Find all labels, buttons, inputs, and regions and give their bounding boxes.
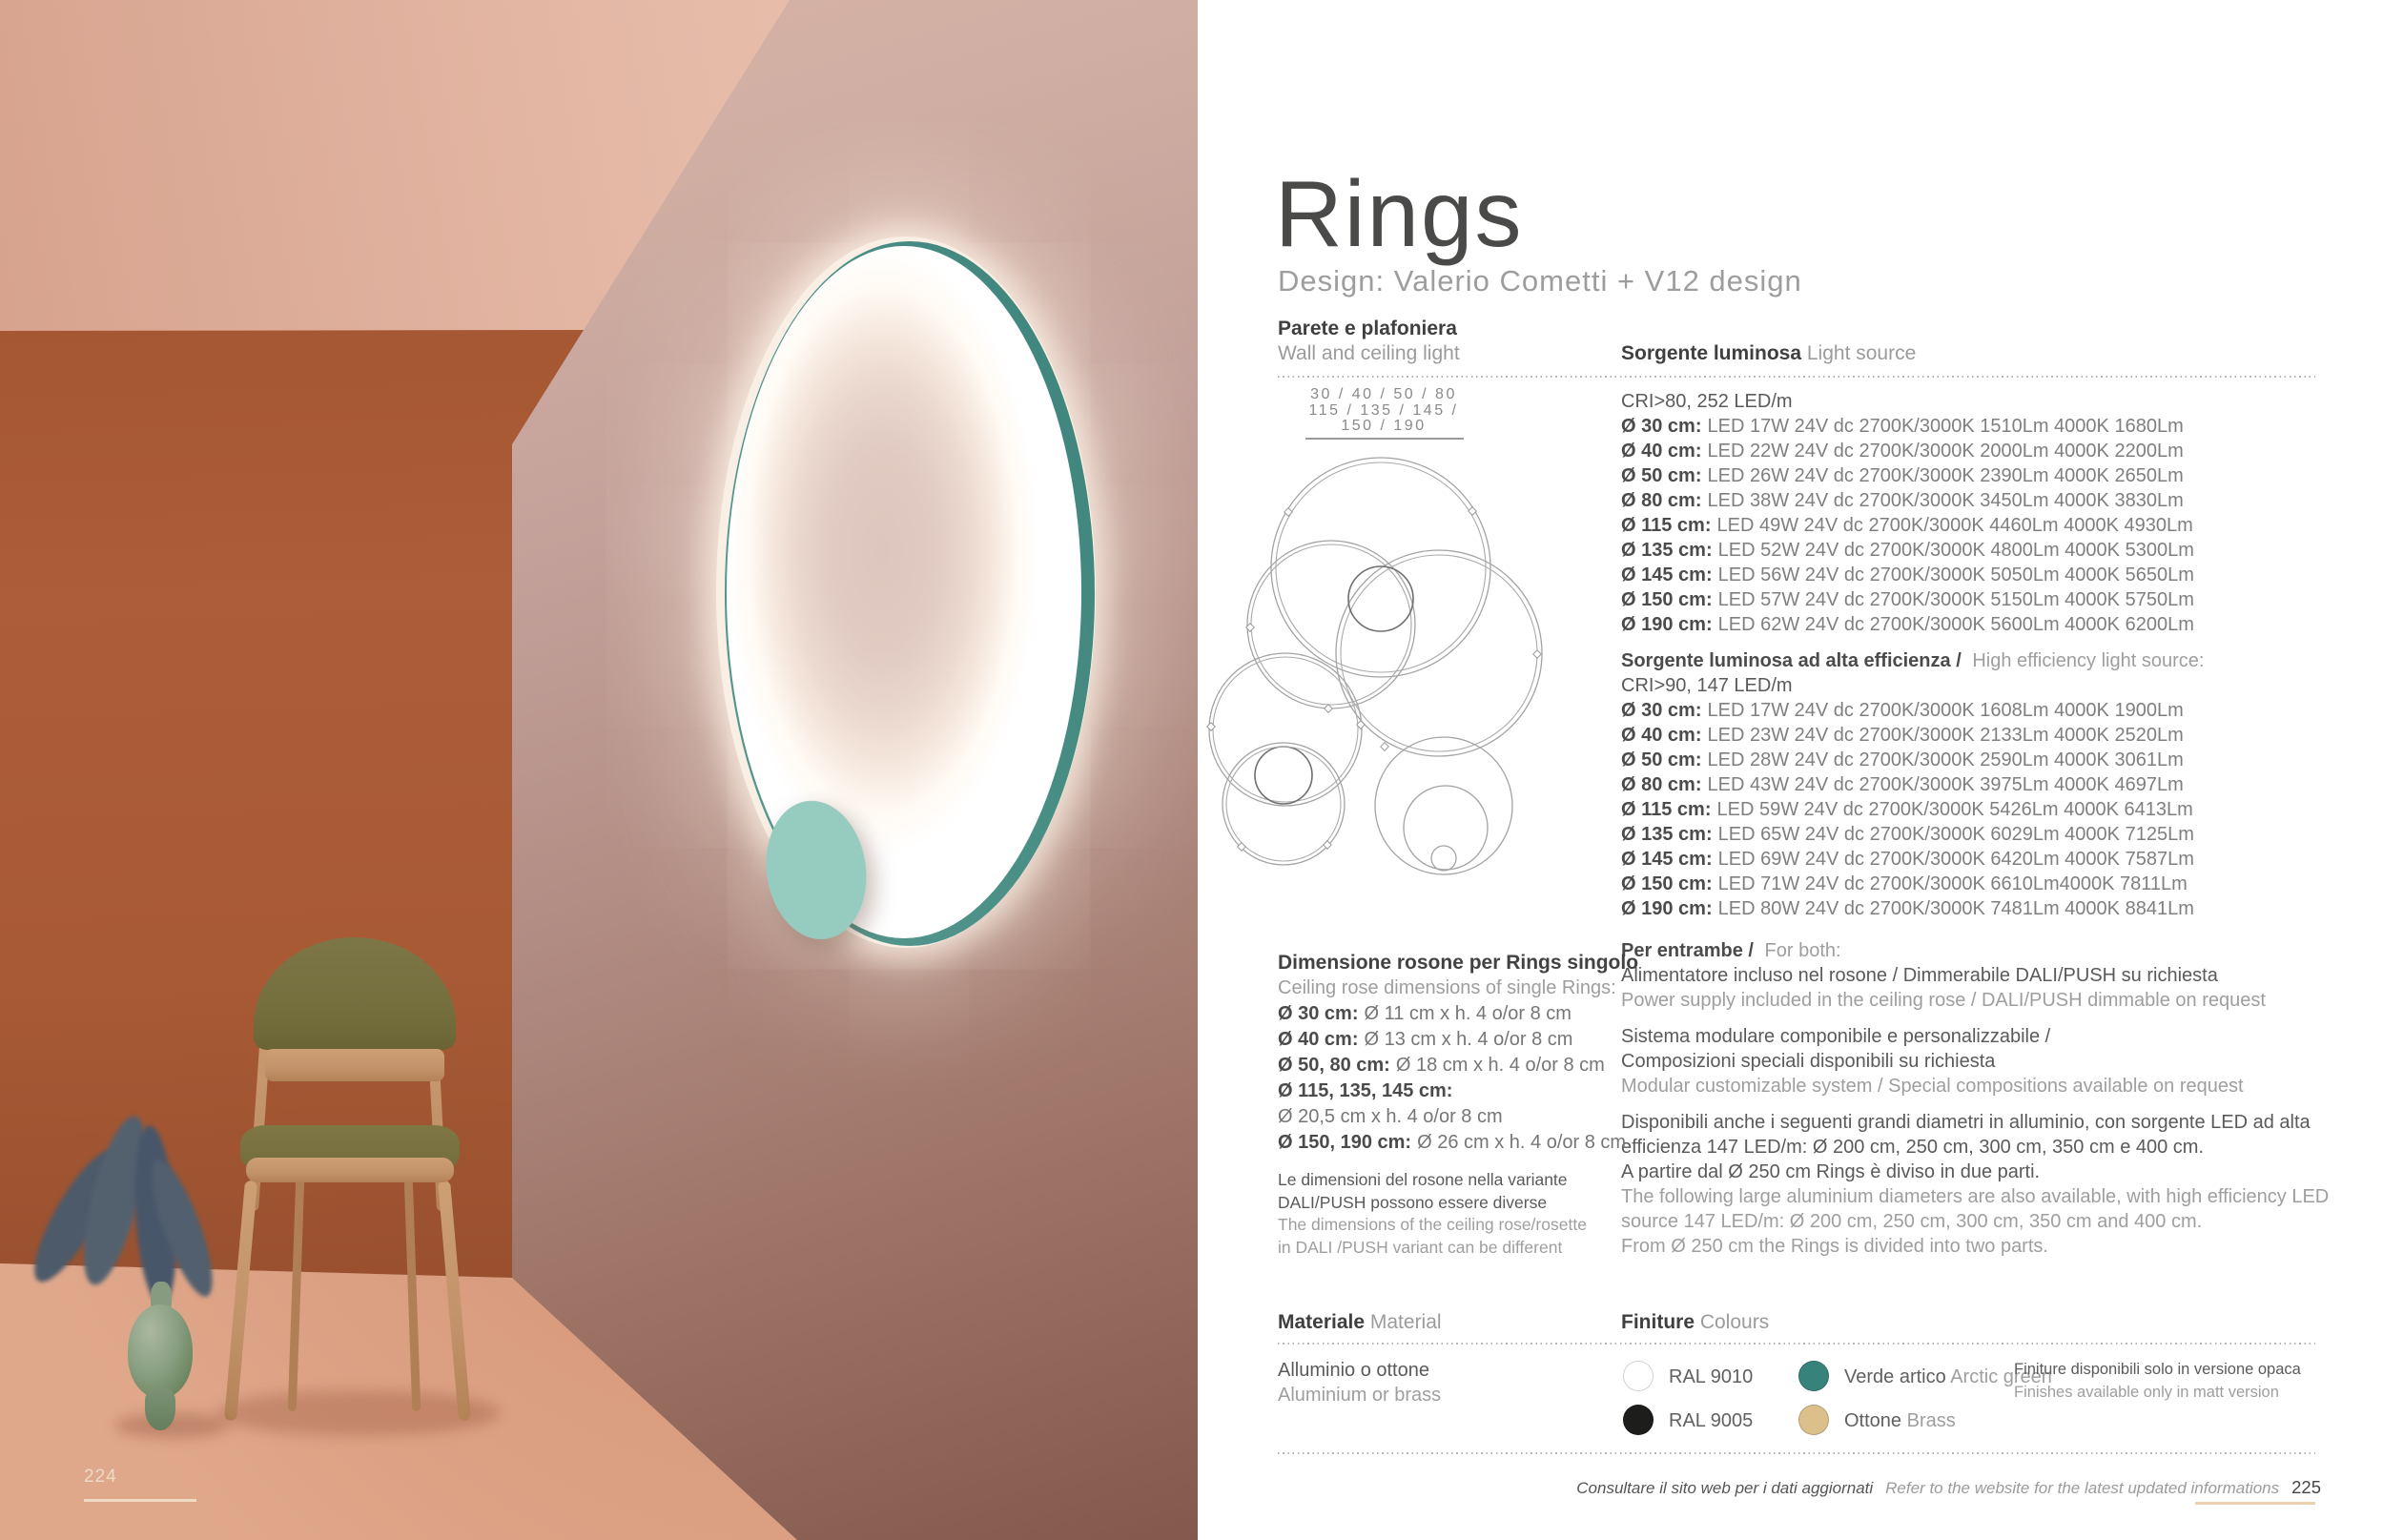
swatch-ral-9005 [1623, 1405, 1654, 1435]
spec-value: LED 38W 24V dc 2700K/3000K 3450Lm 4000K 3830Lm [1707, 490, 2184, 511]
light-source-header-it: Sorgente luminosa [1621, 342, 1802, 364]
spec-page [1198, 0, 2383, 1540]
spec-value: LED 23W 24V dc 2700K/3000K 2133Lm 4000K 2520Lm [1707, 725, 2184, 746]
swatch-label-brass [1844, 1410, 1956, 1432]
spec-diameter: Ø 190 cm: [1621, 898, 1713, 919]
rose-note-en-1: The dimensions of the ceiling rose/rosette [1278, 1215, 1587, 1234]
spec-row [1621, 896, 2327, 921]
modular-it-2: Composizioni speciali disponibili su richiesta [1621, 1051, 1996, 1072]
spec-row [1621, 872, 2327, 896]
finishes-header-en: Colours [1695, 1311, 1770, 1333]
footer [1576, 1477, 2321, 1498]
spec-row [1621, 797, 2327, 822]
material-header [1278, 1310, 1442, 1334]
chair-crossbar [265, 1049, 444, 1081]
spec-row [1621, 822, 2327, 847]
power-supply-it: Alimentatore incluso nel rosone / Dimmerabile DALI/PUSH su richiesta [1621, 965, 2218, 986]
rose-row [1278, 1053, 1621, 1078]
spec-value: LED 52W 24V dc 2700K/3000K 4800Lm 4000K 5300Lm [1717, 540, 2194, 561]
rose-title-it: Dimensione rosone per Rings singolo [1278, 952, 1639, 974]
spec-diameter: Ø 115 cm: [1621, 799, 1712, 820]
spec-diameter: Ø 40 cm: [1621, 725, 1702, 746]
rose-diameter: Ø 115, 135, 145 cm: [1278, 1080, 1453, 1101]
spec-diameter: Ø 150 cm: [1621, 589, 1713, 610]
spec-value: LED 22W 24V dc 2700K/3000K 2000Lm 4000K 2200Lm [1707, 441, 2184, 462]
high-efficiency-header [1621, 648, 2327, 673]
rose-value: Ø 11 cm x h. 4 o/or 8 cm [1364, 1003, 1572, 1024]
spec-row [1621, 698, 2327, 723]
spec-row [1621, 439, 2327, 463]
spec-diameter: Ø 30 cm: [1621, 700, 1702, 721]
designer-line: Design: Valerio Cometti + V12 design [1278, 264, 1802, 298]
spec-value: LED 17W 24V dc 2700K/3000K 1510Lm 4000K 1680Lm [1707, 416, 2184, 437]
rose-row [1278, 1078, 1621, 1104]
diagram-label-line: 115 / 135 / 145 / [1308, 401, 1459, 419]
rose-row [1278, 1027, 1621, 1053]
rose-note [1278, 1169, 1621, 1259]
bottom-rule [1278, 1452, 2315, 1454]
finishes-header [1621, 1310, 1769, 1334]
spec-value: LED 17W 24V dc 2700K/3000K 1608Lm 4000K 1900Lm [1707, 700, 2184, 721]
spec-row [1621, 463, 2327, 488]
swatch-label-ral-9005: RAL 9005 [1669, 1410, 1754, 1431]
rose-value: Ø 18 cm x h. 4 o/or 8 cm [1395, 1055, 1605, 1076]
spec-diameter: Ø 145 cm: [1621, 849, 1713, 870]
page-number-left: 224 [84, 1467, 117, 1487]
rose-note-it-2: DALI/PUSH possono essere diverse [1278, 1192, 1548, 1212]
large-diameters-en-3: From Ø 250 cm the Rings is divided into two parts. [1621, 1236, 2048, 1257]
spec-diameter: Ø 115 cm: [1621, 515, 1712, 536]
rose-diameter: Ø 50, 80 cm: [1278, 1055, 1390, 1076]
rose-note-it-1: Le dimensioni del rosone nella variante [1278, 1170, 1568, 1189]
large-diameters-en-1: The following large aluminium diameters are also available, with high efficiency LED [1621, 1186, 2330, 1207]
spec-row [1621, 847, 2327, 872]
vase-foot [145, 1388, 175, 1430]
chair-seat-frame [246, 1158, 454, 1182]
rose-diameter: Ø 30 cm: [1278, 1003, 1359, 1024]
spec-value: LED 57W 24V dc 2700K/3000K 5150Lm 4000K 5750Lm [1717, 589, 2194, 610]
spec-value: LED 43W 24V dc 2700K/3000K 3975Lm 4000K 4697Lm [1707, 774, 2184, 795]
page-number-left-rule [84, 1499, 196, 1502]
rose-diameter: Ø 150, 190 cm: [1278, 1132, 1412, 1153]
rose-row [1278, 1130, 1627, 1156]
spec-row [1621, 772, 2327, 797]
mounting-clip-marks [1207, 507, 1541, 851]
swatch-arctic-green [1798, 1361, 1829, 1391]
light-source-header [1621, 341, 1916, 365]
modular-en: Modular customizable system / Special compositions available on request [1621, 1076, 2244, 1097]
rose-dimension-list [1278, 1001, 1627, 1156]
spec-value: LED 59W 24V dc 2700K/3000K 5426Lm 4000K 6413Lm [1716, 799, 2193, 820]
power-supply-en: Power supply included in the ceiling rose / DALI/PUSH dimmable on request [1621, 990, 2266, 1011]
swatch-label-en: Arctic green [1945, 1366, 2052, 1387]
spec-row [1621, 723, 2327, 748]
for-both-header [1621, 938, 2327, 963]
spec-value: LED 49W 24V dc 2700K/3000K 4460Lm 4000K 4930Lm [1716, 515, 2193, 536]
modular-it-1: Sistema modulare componibile e personalizzabile / [1621, 1026, 2051, 1047]
rose-value: Ø 26 cm x h. 4 o/or 8 cm [1417, 1132, 1627, 1153]
rose-diameter: Ø 40 cm: [1278, 1029, 1359, 1050]
diagram-label-line: 30 / 40 / 50 / 80 [1310, 386, 1457, 402]
spec-row [1621, 587, 2327, 612]
type-header-it: Parete e plafoniera [1278, 318, 1457, 339]
page-title: Rings [1275, 161, 1524, 266]
spec-row [1621, 414, 2327, 439]
spec-diameter: Ø 50 cm: [1621, 465, 1702, 486]
spec-diameter: Ø 80 cm: [1621, 774, 1702, 795]
finish-note-en: Finishes available only in matt version [2014, 1384, 2279, 1401]
page-number-right: 225 [2291, 1477, 2321, 1497]
diagram-label-line: 150 / 190 [1341, 418, 1427, 434]
high-efficiency-header-en: High efficiency light source: [1972, 650, 2205, 671]
rings-line-diagram [1198, 439, 1560, 887]
spec-value: LED 62W 24V dc 2700K/3000K 5600Lm 4000K 6200Lm [1717, 614, 2194, 635]
for-both-en: For both: [1764, 940, 1841, 961]
spec-diameter: Ø 135 cm: [1621, 824, 1713, 845]
high-efficiency-header-it: Sorgente luminosa ad alta efficienza / [1621, 650, 1967, 671]
spec-row [1621, 538, 2327, 563]
spec-value: LED 26W 24V dc 2700K/3000K 2390Lm 4000K 2650Lm [1707, 465, 2184, 486]
material-header-en: Material [1365, 1311, 1442, 1333]
cri-standard: CRI>80, 252 LED/m [1621, 391, 1793, 412]
spec-diameter: Ø 145 cm: [1621, 565, 1713, 585]
spec-diameter: Ø 150 cm: [1621, 873, 1713, 894]
material-header-it: Materiale [1278, 1311, 1366, 1333]
header-rule [1278, 376, 2315, 378]
vase-body [128, 1304, 193, 1398]
for-both-it: Per entrambe / [1621, 940, 1759, 961]
swatch-label-it: Verde artico [1844, 1366, 1946, 1387]
spec-diameter: Ø 80 cm: [1621, 490, 1702, 511]
footer-note-en: Refer to the website for the latest updated informations [1885, 1479, 2280, 1497]
spec-row [1621, 612, 2327, 637]
large-diameters-it-3: A partire dal Ø 250 cm Rings è diviso in due parti. [1621, 1161, 2041, 1182]
large-diameters-en-2: source 147 LED/m: Ø 200 cm, 250 cm, 300 cm, 350 cm and 400 cm. [1621, 1211, 2203, 1232]
swatch-ral-9010 [1623, 1361, 1654, 1391]
spec-diameter: Ø 190 cm: [1621, 614, 1713, 635]
spec-diameter: Ø 135 cm: [1621, 540, 1713, 561]
spec-diameter: Ø 30 cm: [1621, 416, 1702, 437]
spec-row [1621, 748, 2327, 772]
spec-value: LED 80W 24V dc 2700K/3000K 7481Lm 4000K 8841Lm [1717, 898, 2194, 919]
footer-note-it: Consultare il sito web per i dati aggiornati [1576, 1479, 1874, 1497]
spec-diameter: Ø 50 cm: [1621, 749, 1702, 770]
rose-value: Ø 13 cm x h. 4 o/or 8 cm [1364, 1029, 1573, 1050]
swatch-label-ral-9010: RAL 9010 [1669, 1366, 1754, 1387]
spec-value: LED 71W 24V dc 2700K/3000K 6610Lm4000K 7811Lm [1717, 873, 2188, 894]
ring-ceiling-rose-disc [750, 792, 875, 949]
rose-title-en: Ceiling rose dimensions of single Rings: [1278, 977, 1616, 998]
material-en: Aluminium or brass [1278, 1385, 1442, 1406]
ceiling-rose-dimensions [1278, 950, 1639, 1259]
large-diameters-it-2: efficienza 147 LED/m: Ø 200 cm, 250 cm, 300 cm, 350 cm e 400 cm. [1621, 1137, 2205, 1158]
spec-row [1621, 488, 2327, 513]
light-source-header-en: Light source [1801, 342, 1917, 364]
standard-spec-list [1621, 414, 2327, 637]
high-efficiency-spec-list [1621, 698, 2327, 921]
spec-value: LED 56W 24V dc 2700K/3000K 5050Lm 4000K 5650Lm [1717, 565, 2194, 585]
swatch-label-en: Brass [1901, 1410, 1956, 1431]
spec-row [1621, 563, 2327, 587]
finishes-header-it: Finiture [1621, 1311, 1695, 1333]
footer-underline [2195, 1502, 2315, 1505]
type-header-en: Wall and ceiling light [1278, 342, 1460, 364]
rose-row [1278, 1104, 1621, 1130]
light-source-specs [1621, 389, 2330, 1259]
spec-row [1621, 513, 2327, 538]
material-header-rule [1278, 1343, 2315, 1345]
large-diameters-it-1: Disponibili anche i seguenti grandi diametri in alluminio, con sorgente LED ad alta [1621, 1112, 2311, 1133]
diagram-diameters-label [1255, 387, 1512, 435]
spec-value: LED 65W 24V dc 2700K/3000K 6029Lm 4000K 7125Lm [1717, 824, 2194, 845]
spec-value: LED 69W 24V dc 2700K/3000K 6420Lm 4000K 7587Lm [1717, 849, 2194, 870]
rose-row [1278, 1001, 1621, 1027]
finish-note-it: Finiture disponibili solo in versione opaca [2014, 1361, 2301, 1378]
material-it: Alluminio o ottone [1278, 1360, 1429, 1381]
swatch-brass [1798, 1405, 1829, 1435]
spec-diameter: Ø 40 cm: [1621, 441, 1702, 462]
spec-value: LED 28W 24V dc 2700K/3000K 2590Lm 4000K 3061Lm [1707, 749, 2184, 770]
rose-value: Ø 20,5 cm x h. 4 o/or 8 cm [1278, 1106, 1503, 1127]
cri-high-efficiency: CRI>90, 147 LED/m [1621, 675, 1793, 696]
rose-note-en-2: in DALI /PUSH variant can be different [1278, 1237, 1563, 1257]
swatch-label-it: Ottone [1844, 1410, 1902, 1431]
